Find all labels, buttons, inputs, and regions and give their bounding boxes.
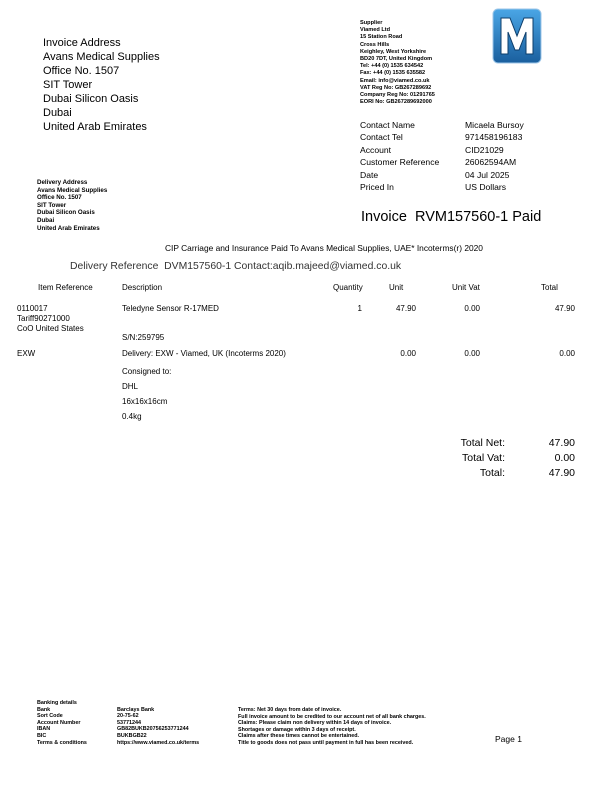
banking-details [37,700,199,746]
item-extra-line: DHL [122,382,139,391]
banking-key: IBAN [37,726,51,733]
item-extra-line: 16x16x16cm [122,397,168,406]
item-description: Teledyne Sensor R-17MED [122,304,219,313]
contact-label: Priced In [360,182,394,193]
banking-key: Sort Code [37,713,63,720]
contact-row [360,156,524,168]
contact-label: Contact Name [360,120,415,130]
banking-value: 53771244 [117,719,141,726]
invoice-address [43,36,160,134]
terms-line: Shortages or damage within 3 days of receipt. [238,726,356,733]
supplier-line: Tel: +44 (0) 1535 634542 [360,63,424,70]
item-total: 47.90 [554,304,575,313]
contact-row [360,131,524,143]
viamed-logo [492,8,542,64]
invoice-address-line: Dubai Silicon Oasis [43,93,139,105]
banking-key: Terms & conditions [37,739,87,746]
terms-line: Claims after these times cannot be entertained. [238,733,360,740]
item-ref-cell [17,304,84,334]
column-unit-vat: Unit Vat [452,283,480,292]
column-total: Total [541,283,558,292]
banking-row [37,720,199,727]
delivery-reference: Delivery Reference DVM157560-1 Contact:aqib.majeed@viamed.co.uk [70,261,402,272]
item-unit-vat: 0.00 [464,304,480,313]
page-number: Page 1 [495,734,522,744]
item-description: Delivery: EXW - Viamed, UK (Incoterms 2020) [122,349,286,358]
invoice-address-line: Avans Medical Supplies [43,51,160,63]
terms-line: Terms: Net 30 days from date of invoice. [238,707,342,713]
supplier-line: Supplier [360,20,383,26]
column-unit: Unit [389,283,404,292]
contact-table [360,119,524,193]
supplier-line: Email: info@viamed.co.uk [360,77,430,84]
banking-value: GB82BUKB20756253771244 [117,726,189,733]
total-label: Total: [479,467,505,479]
total-vat-value: 0.00 [554,452,575,464]
delivery-address-line: Office No. 1507 [37,194,82,202]
delivery-address-line: SIT Tower [37,201,67,209]
banking-row [37,733,199,740]
delivery-address-heading: Delivery Address [37,179,88,186]
banking-key: Bank [37,706,51,713]
contact-row [360,144,524,156]
item-unit: 0.00 [400,349,416,358]
item-extra-line: Consigned to: [122,367,172,376]
supplier-line: Viamed Ltd [360,27,391,34]
invoice-address-line: SIT Tower [43,79,93,91]
contact-label: Customer Reference [360,157,440,168]
total-vat-label: Total Vat: [462,452,505,464]
terms-line: Full invoice amount to be credited to our account net of all bank charges. [238,713,426,720]
invoice-address-line: Office No. 1507 [43,65,120,77]
delivery-address-line: Dubai Silicon Oasis [37,209,95,217]
total-net-value: 47.90 [548,437,575,449]
contact-value: 04 Jul 2025 [465,169,510,180]
supplier-line: 15 Station Road [360,34,403,41]
banking-value: Barclays Bank [117,706,155,713]
banking-value: BUKBGB22 [117,732,147,739]
banking-link[interactable]: https://www.viamed.co.uk/terms [117,739,200,746]
column-description: Description [122,283,163,292]
contact-value: 26062594AM [465,157,517,168]
supplier-line: Company Reg No: 01291765 [360,92,435,99]
contact-value: CID21029 [465,144,504,155]
delivery-address-line: United Arab Emirates [37,224,100,232]
item-ref-line: EXW [17,349,36,358]
item-unit: 47.90 [395,304,416,313]
item-ref-cell [17,349,35,359]
item-total: 0.00 [559,349,575,358]
banking-key: BIC [37,732,47,739]
supplier-line: BD20 7DT, United Kingdom [360,56,433,63]
item-serial: S/N:259795 [122,333,165,342]
supplier-line: Keighley, West Yorkshire [360,48,427,55]
invoice-title: Invoice RVM157560-1 Paid [361,209,542,225]
invoice-address-line: Dubai [43,107,72,119]
item-ref-line: CoO United States [17,324,84,333]
banking-heading: Banking details [37,700,77,706]
contact-value: US Dollars [465,182,507,193]
banking-key: Account Number [37,719,81,726]
total-net-label: Total Net: [460,437,505,449]
contact-label: Account [360,144,392,155]
contact-label: Contact Tel [360,132,403,143]
column-quantity: Quantity [333,283,363,292]
item-extra-line: 0.4kg [122,412,142,421]
item-quantity: 1 [357,304,362,313]
delivery-address-line: Avans Medical Supplies [37,186,108,194]
terms-line: Title to goods does not pass until payment in full has been received. [238,739,414,746]
supplier-block [360,20,435,106]
delivery-address-line: Dubai [37,216,55,224]
contact-value: Micaela Bursoy [465,120,524,130]
column-item-reference: Item Reference [38,283,93,292]
supplier-line: Cross Hills [360,41,390,48]
banking-row [37,726,199,733]
banking-row [37,740,199,747]
banking-row [37,713,199,720]
delivery-address [37,179,107,232]
total-value: 47.90 [548,467,575,479]
item-extra [122,364,171,424]
terms-line: Claims: Please claim non delivery within 14 days of invoice. [238,720,392,727]
item-ref-line: 0110017 [17,304,48,313]
invoice-address-line: United Arab Emirates [43,121,147,133]
item-ref-line: Tariff90271000 [17,314,70,323]
supplier-line: Fax: +44 (0) 1535 635582 [360,70,426,77]
banking-value: 20-75-62 [117,713,139,720]
supplier-line: EORI No: GB267289692000 [360,99,432,106]
contact-row [360,181,524,193]
contact-row [360,169,524,181]
cip-note: CIP Carriage and Insurance Paid To Avans Medical Supplies, UAE* Incoterms(r) 2020 [165,243,483,253]
item-unit-vat: 0.00 [464,349,480,358]
terms-block [238,707,426,747]
contact-label: Date [360,169,379,180]
banking-row [37,707,199,714]
contact-value: 971458196183 [465,132,523,143]
contact-row [360,119,524,131]
invoice-address-heading: Invoice Address [43,37,121,49]
supplier-line: VAT Reg No: GB267289692 [360,84,432,91]
